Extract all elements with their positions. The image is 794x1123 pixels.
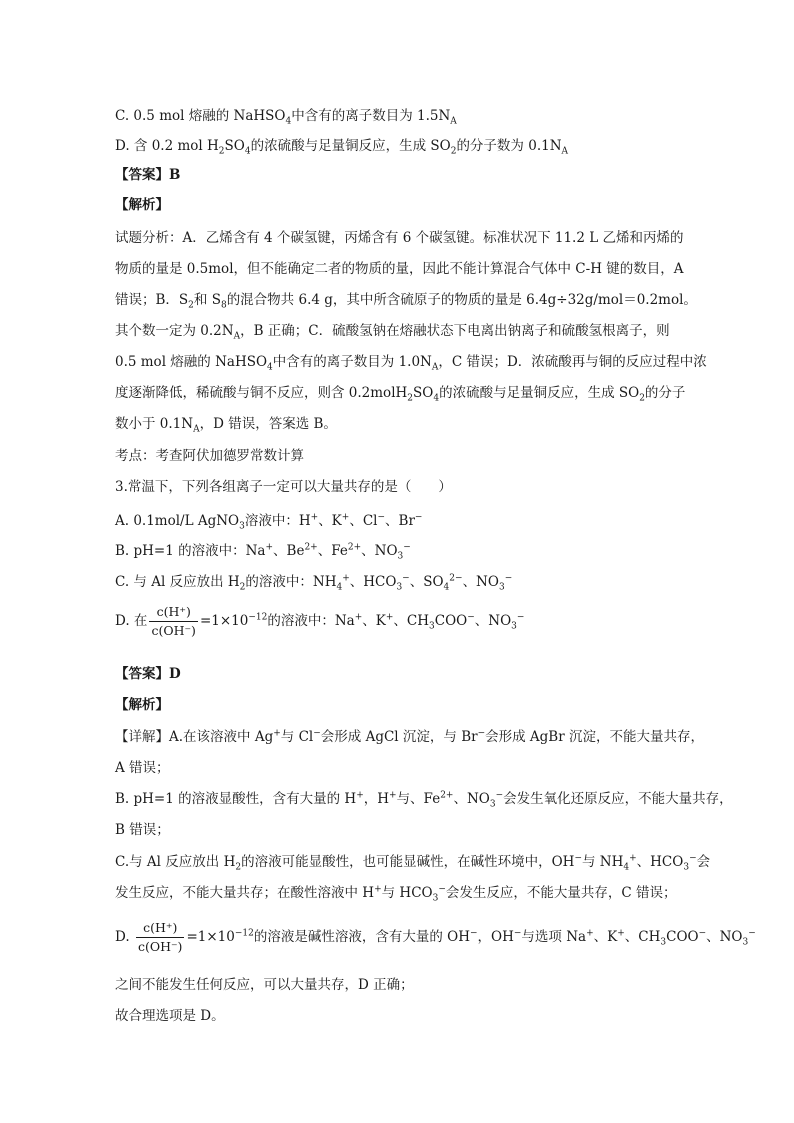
q3-detail-line-5: C.与 Al 反应放出 $H_2$的溶液可能显酸性，也可能显碱性，在碱性环境中，OH−与 $NH_4^+$、$HCO_3^-$会	[115, 853, 711, 873]
q3-option-a: A. 0.1mol/L AgNO$_3$溶液中：H+、K+、Cl−、Br−	[115, 512, 423, 532]
q3-detail-line-7: D. $\frac{c(H^+)}{c(OH^-)}$ $=1\times 10^{-12}$的溶液是碱性溶液，含有大量的 OH−，OH−与选项 Na+、K+、$CH_3COO^-$、$NO_3^-$	[115, 920, 756, 954]
q2-answer: 【答案】B	[115, 167, 181, 183]
q2-explanation-line-7: 数小于 $0.1N_A$，D 错误，答案选 B。	[115, 416, 337, 435]
q3-detail-line-4: B 错误；	[115, 822, 170, 838]
ratio-fraction-2	[136, 920, 185, 955]
q3-conclusion: 故合理选项是 D。	[115, 1008, 225, 1024]
q2-explanation-line-3: 错误；B．$S_2$和 $S_8$的混合物共 6.4 g，其中所含硫原子的物质的量是 6.4g÷32g/mol＝0.2mol。	[115, 292, 697, 311]
ratio-fraction	[149, 604, 198, 639]
q2-explanation-line-2: 物质的量是 0.5mol，但不能确定二者的物质的量，因此不能计算混合气体中 C-H 键的数目，A	[115, 261, 684, 277]
q3-detail-line-1: 【详解】A.在该溶液中 Ag+与 Cl−会形成 AgCl 沉淀，与 Br−会形成 AgBr 沉淀，不能大量共存，	[115, 728, 704, 745]
q3-analysis-label: 【解析】	[115, 697, 169, 713]
q3-option-b: B. pH=1 的溶液中：Na+、$Be^{2+}$、$Fe^{2+}$、$NO_3^-$	[115, 542, 411, 562]
fraction-numerator: c(H⁺)	[149, 604, 198, 622]
fraction-denominator: c(OH⁻)	[137, 939, 183, 954]
q3-option-c: C. 与 Al 反应放出 $H_2$的溶液中：$NH_4^+$、$HCO_3^-$、$SO_4^{2-}$、$NO_3^-$	[115, 573, 513, 593]
q2-explanation-line-6: 度逐渐降低，稀硫酸与铜不反应，则含 $0.2molH_2SO_4$的浓硫酸与足量铜反应，生成 $SO_2$的分子	[115, 385, 686, 404]
q2-explanation-line-1: 试题分析：A．乙烯含有 4 个碳氢键，丙烯含有 6 个碳氢键。标准状况下 11.2 L 乙烯和丙烯的	[115, 230, 684, 246]
q3-detail-line-6: 发生反应，不能大量共存；在酸性溶液中 H+与 $HCO_3^-$会发生反应，不能大量共存，C 错误；	[115, 884, 677, 904]
q2-explanation-line-5: 0.5 mol 熔融的 NaHSO$_4$中含有的离子数目为 $1.0N_A$，C 错误；D．浓硫酸再与铜的反应过程中浓	[115, 354, 707, 373]
q2-option-c: C. 0.5 mol 熔融的 NaHSO$_4$中含有的离子数目为 $1.5N_A$	[115, 108, 457, 127]
q2-kaodian: 考点：考查阿伏加德罗常数计算	[115, 448, 304, 464]
q3-stem: 3.常温下，下列各组离子一定可以大量共存的是（ ）	[115, 479, 452, 495]
q2-explanation-line-4: 其个数一定为 $0.2N_A$，B 正确；C．硫酸氢钠在熔融状态下电离出钠离子和硫酸氢根离子，则	[115, 323, 670, 342]
q3-answer: 【答案】D	[115, 666, 181, 682]
q3-detail-line-2: A 错误；	[115, 760, 170, 776]
fraction-denominator: c(OH⁻)	[151, 623, 196, 638]
q3-detail-line-3: B. pH=1 的溶液显酸性，含有大量的 H+，H+与、$Fe^{2+}$、$NO_3^-$会发生氧化还原反应，不能大量共存，	[115, 790, 733, 810]
q2-option-d: D. 含 0.2 mol $H_2SO_4$的浓硫酸与足量铜反应，生成 $SO_2$的分子数为 $0.1N_A$	[115, 138, 569, 157]
fraction-numerator: c(H⁺)	[136, 920, 185, 938]
q3-detail-line-8: 之间不能发生任何反应，可以大量共存，D 正确；	[115, 977, 414, 993]
q2-analysis-label: 【解析】	[115, 197, 169, 213]
q3-option-d: D. 在 $\frac{c(H^+)}{c(OH^-)}$ $=1\times 10^{-12}$的溶液中：Na+、K+、$CH_3COO^-$、$NO_3^-$	[115, 604, 525, 638]
